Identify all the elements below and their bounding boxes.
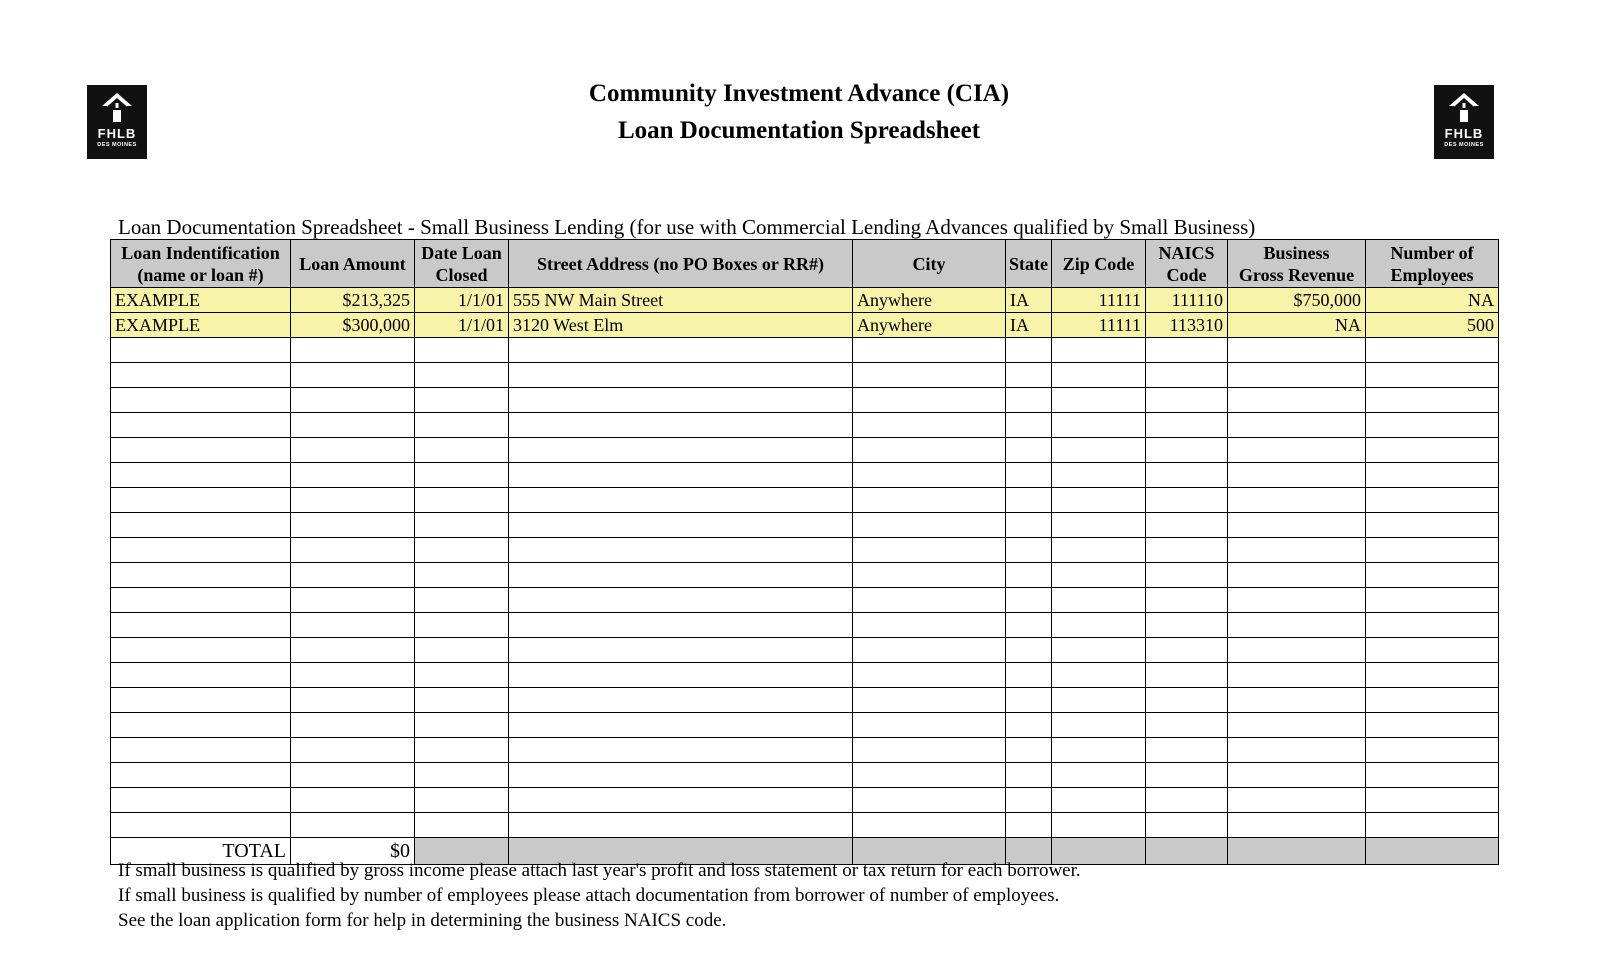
cell-state-empty[interactable] <box>1006 638 1052 663</box>
cell-city-empty[interactable] <box>853 588 1006 613</box>
sheet-caption: Loan Documentation Spreadsheet - Small Business Lending (for use with Commercial Lending Advances qualified by Small Business) <box>118 215 1256 239</box>
cell-city-empty[interactable] <box>853 813 1006 838</box>
cell-city-empty[interactable] <box>853 788 1006 813</box>
cell-gross-revenue-empty[interactable] <box>1228 338 1366 363</box>
fhlb-logo-subtitle: DES MOINES <box>1444 142 1484 148</box>
header-line2: Closed <box>435 264 488 285</box>
cell-zip-code-empty[interactable] <box>1052 788 1146 813</box>
footnote-2: If small business is qualified by number of employees please attach documentation from borrower of number of employees. <box>118 885 1060 906</box>
table-row-empty <box>111 588 1499 613</box>
cell-date-closed-empty[interactable] <box>415 538 509 563</box>
cell-loan-id-empty[interactable] <box>111 663 291 688</box>
footnote-3: See the loan application form for help in determining the business NAICS code. <box>118 910 727 931</box>
cell-zip-code-empty[interactable] <box>1052 338 1146 363</box>
cell-naics-code-empty[interactable] <box>1146 388 1228 413</box>
table-row-empty <box>111 413 1499 438</box>
cell-city-empty[interactable] <box>853 563 1006 588</box>
cell-employees[interactable]: NA <box>1366 288 1499 313</box>
cell-street-address-empty[interactable] <box>509 488 853 513</box>
cell-naics-code-empty[interactable] <box>1146 438 1228 463</box>
cell-street-address-empty[interactable] <box>509 613 853 638</box>
table-row-empty <box>111 688 1499 713</box>
column-header-street-address <box>509 240 853 288</box>
column-header-loan-id <box>111 240 291 288</box>
cell-date-closed-empty[interactable] <box>415 588 509 613</box>
cell-employees-empty[interactable] <box>1366 738 1499 763</box>
cell-gross-revenue-empty[interactable] <box>1228 638 1366 663</box>
cell-employees-empty[interactable] <box>1366 688 1499 713</box>
cell-loan-id-empty[interactable] <box>111 363 291 388</box>
cell-date-closed-empty[interactable] <box>415 513 509 538</box>
header-line2: State <box>1009 253 1048 274</box>
cell-city-empty[interactable] <box>853 338 1006 363</box>
cell-gross-revenue-empty[interactable] <box>1228 363 1366 388</box>
cell-city-empty[interactable] <box>853 363 1006 388</box>
header-line1: Date Loan <box>421 242 502 263</box>
cell-date-closed-empty[interactable] <box>415 363 509 388</box>
cell-state-empty[interactable] <box>1006 488 1052 513</box>
footnotes <box>118 858 1081 933</box>
cell-naics-code-empty[interactable] <box>1146 613 1228 638</box>
cell-naics-code[interactable]: 113310 <box>1146 313 1228 338</box>
cell-city-empty[interactable] <box>853 463 1006 488</box>
cell-gross-revenue-empty[interactable] <box>1228 463 1366 488</box>
cell-naics-code-empty[interactable] <box>1146 488 1228 513</box>
cell-naics-code-empty[interactable] <box>1146 338 1228 363</box>
fhlb-logo-right <box>1434 85 1494 159</box>
cell-state-empty[interactable] <box>1006 688 1052 713</box>
cell-employees-empty[interactable] <box>1366 338 1499 363</box>
cell-state-empty[interactable] <box>1006 338 1052 363</box>
cell-zip-code-empty[interactable] <box>1052 688 1146 713</box>
cell-loan-id[interactable]: EXAMPLE <box>111 288 291 313</box>
header-line1: Number of <box>1390 242 1474 263</box>
cell-loan-amount-empty[interactable] <box>291 663 415 688</box>
column-header-gross-revenue <box>1228 240 1366 288</box>
cell-loan-id-empty[interactable] <box>111 788 291 813</box>
cell-naics-code-empty[interactable] <box>1146 713 1228 738</box>
cell-employees-empty[interactable] <box>1366 488 1499 513</box>
cell-gross-revenue-empty[interactable] <box>1228 588 1366 613</box>
cell-zip-code-empty[interactable] <box>1052 813 1146 838</box>
cell-street-address-empty[interactable] <box>509 763 853 788</box>
document-title-line1: Community Investment Advance (CIA) <box>588 80 1010 107</box>
cell-loan-id-empty[interactable] <box>111 713 291 738</box>
cell-date-closed[interactable]: 1/1/01 <box>415 288 509 313</box>
cell-employees-empty[interactable] <box>1366 613 1499 638</box>
cell-loan-amount[interactable]: $213,325 <box>291 288 415 313</box>
cell-naics-code-empty[interactable] <box>1146 763 1228 788</box>
cell-city-empty[interactable] <box>853 713 1006 738</box>
cell-city[interactable]: Anywhere <box>853 313 1006 338</box>
cell-city-empty[interactable] <box>853 413 1006 438</box>
cell-date-closed-empty[interactable] <box>415 488 509 513</box>
cell-loan-id-empty[interactable] <box>111 538 291 563</box>
cell-gross-revenue-empty[interactable] <box>1228 413 1366 438</box>
column-header-city <box>853 240 1006 288</box>
cell-gross-revenue-empty[interactable] <box>1228 738 1366 763</box>
header-line2: Zip Code <box>1062 253 1135 274</box>
total-filler-employees <box>1366 838 1499 865</box>
cell-street-address-empty[interactable] <box>509 638 853 663</box>
header-line2: City <box>912 253 946 274</box>
cell-gross-revenue-empty[interactable] <box>1228 488 1366 513</box>
column-header-zip-code <box>1052 240 1146 288</box>
cell-employees-empty[interactable] <box>1366 813 1499 838</box>
cell-city-empty[interactable] <box>853 513 1006 538</box>
cell-loan-amount-empty[interactable] <box>291 413 415 438</box>
cell-loan-id-empty[interactable] <box>111 413 291 438</box>
header-line2: (name or loan #) <box>137 264 264 285</box>
cell-loan-amount-empty[interactable] <box>291 563 415 588</box>
cell-loan-amount-empty[interactable] <box>291 613 415 638</box>
header-line2: Loan Amount <box>299 253 406 274</box>
cell-gross-revenue-empty[interactable] <box>1228 713 1366 738</box>
cell-loan-amount-empty[interactable] <box>291 588 415 613</box>
cell-loan-amount-empty[interactable] <box>291 438 415 463</box>
cell-loan-id-empty[interactable] <box>111 588 291 613</box>
cell-zip-code-empty[interactable] <box>1052 363 1146 388</box>
cell-employees-empty[interactable] <box>1366 438 1499 463</box>
cell-naics-code-empty[interactable] <box>1146 638 1228 663</box>
cell-state[interactable]: IA <box>1006 313 1052 338</box>
cell-zip-code-empty[interactable] <box>1052 563 1146 588</box>
total-value: $0 <box>291 838 415 865</box>
cell-date-closed-empty[interactable] <box>415 688 509 713</box>
cell-date-closed-empty[interactable] <box>415 338 509 363</box>
header-line2: Street Address (no PO Boxes or RR#) <box>537 253 824 274</box>
house-icon <box>1447 91 1481 125</box>
table-row-empty <box>111 338 1499 363</box>
cell-gross-revenue-empty[interactable] <box>1228 563 1366 588</box>
cell-naics-code-empty[interactable] <box>1146 538 1228 563</box>
cell-date-closed-empty[interactable] <box>415 663 509 688</box>
cell-naics-code-empty[interactable] <box>1146 688 1228 713</box>
title-block <box>0 78 1598 147</box>
cell-date-closed[interactable]: 1/1/01 <box>415 313 509 338</box>
cell-date-closed-empty[interactable] <box>415 388 509 413</box>
cell-zip-code-empty[interactable] <box>1052 538 1146 563</box>
cell-employees-empty[interactable] <box>1366 788 1499 813</box>
fhlb-logo-name: FHLB <box>1444 126 1484 141</box>
cell-gross-revenue-empty[interactable] <box>1228 688 1366 713</box>
cell-employees-empty[interactable] <box>1366 763 1499 788</box>
cell-naics-code-empty[interactable] <box>1146 663 1228 688</box>
cell-loan-amount-empty[interactable] <box>291 738 415 763</box>
cell-date-closed-empty[interactable] <box>415 788 509 813</box>
cell-state-empty[interactable] <box>1006 413 1052 438</box>
cell-street-address-empty[interactable] <box>509 538 853 563</box>
cell-naics-code-empty[interactable] <box>1146 788 1228 813</box>
cell-employees-empty[interactable] <box>1366 713 1499 738</box>
cell-zip-code-empty[interactable] <box>1052 738 1146 763</box>
cell-loan-amount-empty[interactable] <box>291 813 415 838</box>
cell-employees-empty[interactable] <box>1366 538 1499 563</box>
cell-gross-revenue-empty[interactable] <box>1228 763 1366 788</box>
cell-employees-empty[interactable] <box>1366 588 1499 613</box>
cell-gross-revenue-empty[interactable] <box>1228 813 1366 838</box>
cell-state-empty[interactable] <box>1006 788 1052 813</box>
cell-date-closed-empty[interactable] <box>415 563 509 588</box>
cell-state-empty[interactable] <box>1006 713 1052 738</box>
cell-date-closed-empty[interactable] <box>415 613 509 638</box>
cell-loan-id-empty[interactable] <box>111 613 291 638</box>
cell-zip-code-empty[interactable] <box>1052 488 1146 513</box>
cell-state-empty[interactable] <box>1006 738 1052 763</box>
table-row-empty <box>111 488 1499 513</box>
fhlb-logo-name: FHLB <box>97 126 137 141</box>
cell-naics-code-empty[interactable] <box>1146 413 1228 438</box>
cell-state-empty[interactable] <box>1006 588 1052 613</box>
cell-employees-empty[interactable] <box>1366 463 1499 488</box>
cell-loan-amount-empty[interactable] <box>291 538 415 563</box>
total-filler-naics <box>1146 838 1228 865</box>
cell-state-empty[interactable] <box>1006 513 1052 538</box>
cell-gross-revenue-empty[interactable] <box>1228 513 1366 538</box>
cell-loan-amount-empty[interactable] <box>291 388 415 413</box>
cell-employees-empty[interactable] <box>1366 388 1499 413</box>
cell-city-empty[interactable] <box>853 438 1006 463</box>
cell-date-closed-empty[interactable] <box>415 463 509 488</box>
cell-loan-id-empty[interactable] <box>111 638 291 663</box>
cell-loan-id-empty[interactable] <box>111 688 291 713</box>
cell-state-empty[interactable] <box>1006 663 1052 688</box>
cell-street-address-empty[interactable] <box>509 588 853 613</box>
header-line1: Loan Indentification <box>121 242 280 263</box>
cell-employees-empty[interactable] <box>1366 663 1499 688</box>
table-row <box>111 313 1499 338</box>
cell-naics-code-empty[interactable] <box>1146 588 1228 613</box>
table-row-empty <box>111 663 1499 688</box>
cell-street-address-empty[interactable] <box>509 688 853 713</box>
table-row-empty <box>111 388 1499 413</box>
footnote-1: If small business is qualified by gross income please attach last year's profit and loss statement or tax return for each borrower. <box>118 860 1081 881</box>
cell-state-empty[interactable] <box>1006 763 1052 788</box>
fhlb-logo-subtitle: DES MOINES <box>97 142 137 148</box>
cell-street-address-empty[interactable] <box>509 788 853 813</box>
header-line1: Business <box>1263 242 1330 263</box>
table-row-empty <box>111 538 1499 563</box>
cell-naics-code[interactable]: 111110 <box>1146 288 1228 313</box>
cell-gross-revenue[interactable]: $750,000 <box>1228 288 1366 313</box>
table-row-empty <box>111 613 1499 638</box>
header-line2: Code <box>1166 264 1207 285</box>
cell-city-empty[interactable] <box>853 638 1006 663</box>
cell-naics-code-empty[interactable] <box>1146 738 1228 763</box>
cell-date-closed-empty[interactable] <box>415 738 509 763</box>
table-row-empty <box>111 738 1499 763</box>
cell-state-empty[interactable] <box>1006 538 1052 563</box>
cell-loan-amount-empty[interactable] <box>291 788 415 813</box>
cell-loan-amount-empty[interactable] <box>291 713 415 738</box>
cell-loan-amount-empty[interactable] <box>291 763 415 788</box>
cell-gross-revenue-empty[interactable] <box>1228 788 1366 813</box>
cell-zip-code-empty[interactable] <box>1052 438 1146 463</box>
cell-employees-empty[interactable] <box>1366 563 1499 588</box>
cell-zip-code-empty[interactable] <box>1052 513 1146 538</box>
table-row-empty <box>111 638 1499 663</box>
cell-zip-code-empty[interactable] <box>1052 588 1146 613</box>
cell-date-closed-empty[interactable] <box>415 638 509 663</box>
cell-loan-amount-empty[interactable] <box>291 463 415 488</box>
cell-zip-code[interactable]: 11111 <box>1052 288 1146 313</box>
header-line1: NAICS <box>1158 242 1215 263</box>
cell-street-address-empty[interactable] <box>509 713 853 738</box>
cell-loan-amount-empty[interactable] <box>291 513 415 538</box>
cell-zip-code[interactable]: 11111 <box>1052 313 1146 338</box>
total-filler-revenue <box>1228 838 1366 865</box>
cell-city-empty[interactable] <box>853 663 1006 688</box>
cell-street-address-empty[interactable] <box>509 813 853 838</box>
table-row <box>111 288 1499 313</box>
cell-loan-id-empty[interactable] <box>111 513 291 538</box>
cell-loan-id-empty[interactable] <box>111 338 291 363</box>
cell-city-empty[interactable] <box>853 388 1006 413</box>
table-row-empty <box>111 363 1499 388</box>
cell-zip-code-empty[interactable] <box>1052 463 1146 488</box>
cell-street-address[interactable]: 3120 West Elm <box>509 313 853 338</box>
cell-state-empty[interactable] <box>1006 813 1052 838</box>
cell-loan-id-empty[interactable] <box>111 763 291 788</box>
cell-street-address-empty[interactable] <box>509 338 853 363</box>
cell-naics-code-empty[interactable] <box>1146 563 1228 588</box>
cell-loan-id-empty[interactable] <box>111 388 291 413</box>
document-title-line2: Loan Documentation Spreadsheet <box>617 117 981 144</box>
cell-naics-code-empty[interactable] <box>1146 513 1228 538</box>
cell-loan-id-empty[interactable] <box>111 813 291 838</box>
column-header-naics-code <box>1146 240 1228 288</box>
cell-loan-id[interactable]: EXAMPLE <box>111 313 291 338</box>
total-label: TOTAL <box>111 838 291 865</box>
cell-street-address[interactable]: 555 NW Main Street <box>509 288 853 313</box>
table-row-empty <box>111 438 1499 463</box>
table-row-empty <box>111 788 1499 813</box>
cell-gross-revenue-empty[interactable] <box>1228 663 1366 688</box>
cell-employees-empty[interactable] <box>1366 638 1499 663</box>
cell-loan-id-empty[interactable] <box>111 563 291 588</box>
cell-employees-empty[interactable] <box>1366 513 1499 538</box>
cell-loan-id-empty[interactable] <box>111 488 291 513</box>
loan-documentation-table <box>110 239 1499 865</box>
cell-date-closed-empty[interactable] <box>415 713 509 738</box>
column-header-employees <box>1366 240 1499 288</box>
cell-gross-revenue-empty[interactable] <box>1228 613 1366 638</box>
document-header <box>0 78 1598 168</box>
cell-state-empty[interactable] <box>1006 613 1052 638</box>
cell-loan-id-empty[interactable] <box>111 738 291 763</box>
cell-street-address-empty[interactable] <box>509 513 853 538</box>
cell-state-empty[interactable] <box>1006 563 1052 588</box>
cell-street-address-empty[interactable] <box>509 413 853 438</box>
table-row-empty <box>111 563 1499 588</box>
cell-loan-amount[interactable]: $300,000 <box>291 313 415 338</box>
cell-loan-id-empty[interactable] <box>111 463 291 488</box>
cell-city-empty[interactable] <box>853 613 1006 638</box>
cell-city-empty[interactable] <box>853 538 1006 563</box>
cell-loan-amount-empty[interactable] <box>291 688 415 713</box>
cell-city-empty[interactable] <box>853 738 1006 763</box>
cell-street-address-empty[interactable] <box>509 363 853 388</box>
column-header-state <box>1006 240 1052 288</box>
cell-state-empty[interactable] <box>1006 463 1052 488</box>
cell-state-empty[interactable] <box>1006 363 1052 388</box>
table-row-empty <box>111 463 1499 488</box>
cell-street-address-empty[interactable] <box>509 438 853 463</box>
cell-naics-code-empty[interactable] <box>1146 363 1228 388</box>
cell-naics-code-empty[interactable] <box>1146 813 1228 838</box>
cell-gross-revenue-empty[interactable] <box>1228 538 1366 563</box>
cell-zip-code-empty[interactable] <box>1052 763 1146 788</box>
cell-employees-empty[interactable] <box>1366 413 1499 438</box>
table-row-empty <box>111 813 1499 838</box>
cell-gross-revenue-empty[interactable] <box>1228 438 1366 463</box>
column-header-date-closed <box>415 240 509 288</box>
cell-state[interactable]: IA <box>1006 288 1052 313</box>
cell-street-address-empty[interactable] <box>509 463 853 488</box>
cell-zip-code-empty[interactable] <box>1052 713 1146 738</box>
cell-street-address-empty[interactable] <box>509 663 853 688</box>
cell-city[interactable]: Anywhere <box>853 288 1006 313</box>
cell-loan-amount-empty[interactable] <box>291 338 415 363</box>
table-header-row <box>111 240 1499 288</box>
header-line2: Employees <box>1390 264 1474 285</box>
table-row-empty <box>111 713 1499 738</box>
cell-zip-code-empty[interactable] <box>1052 663 1146 688</box>
cell-loan-id-empty[interactable] <box>111 438 291 463</box>
cell-street-address-empty[interactable] <box>509 388 853 413</box>
table-row-empty <box>111 513 1499 538</box>
cell-city-empty[interactable] <box>853 488 1006 513</box>
table-row-empty <box>111 763 1499 788</box>
cell-street-address-empty[interactable] <box>509 563 853 588</box>
cell-zip-code-empty[interactable] <box>1052 413 1146 438</box>
table-body <box>111 288 1499 838</box>
cell-employees[interactable]: 500 <box>1366 313 1499 338</box>
cell-gross-revenue[interactable]: NA <box>1228 313 1366 338</box>
cell-loan-amount-empty[interactable] <box>291 488 415 513</box>
cell-city-empty[interactable] <box>853 763 1006 788</box>
cell-loan-amount-empty[interactable] <box>291 638 415 663</box>
cell-city-empty[interactable] <box>853 688 1006 713</box>
cell-zip-code-empty[interactable] <box>1052 613 1146 638</box>
cell-date-closed-empty[interactable] <box>415 413 509 438</box>
cell-loan-amount-empty[interactable] <box>291 363 415 388</box>
cell-zip-code-empty[interactable] <box>1052 638 1146 663</box>
column-header-loan-amount <box>291 240 415 288</box>
cell-gross-revenue-empty[interactable] <box>1228 388 1366 413</box>
cell-date-closed-empty[interactable] <box>415 813 509 838</box>
cell-naics-code-empty[interactable] <box>1146 463 1228 488</box>
cell-date-closed-empty[interactable] <box>415 438 509 463</box>
cell-street-address-empty[interactable] <box>509 738 853 763</box>
cell-state-empty[interactable] <box>1006 438 1052 463</box>
cell-date-closed-empty[interactable] <box>415 763 509 788</box>
cell-employees-empty[interactable] <box>1366 363 1499 388</box>
header-line2: Gross Revenue <box>1238 264 1355 285</box>
cell-zip-code-empty[interactable] <box>1052 388 1146 413</box>
cell-state-empty[interactable] <box>1006 388 1052 413</box>
